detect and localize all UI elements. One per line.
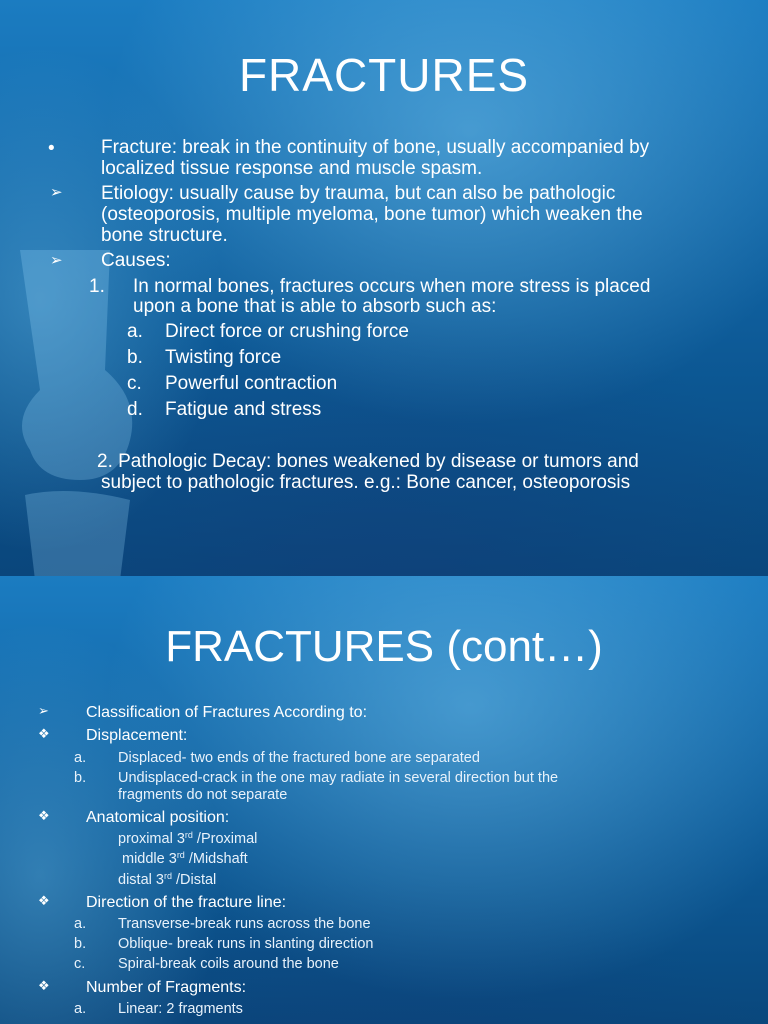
- cause-number-1: 1.: [89, 276, 105, 297]
- diamond-bullet-icon: ❖: [38, 726, 50, 741]
- list-item-letter: b.: [127, 347, 143, 368]
- pathologic-decay-line1: 2. Pathologic Decay: bones weakened by disease or tumors and: [97, 451, 639, 472]
- etiology-line1: Etiology: usually cause by trauma, but can also be pathologic: [101, 183, 616, 204]
- distal-item: distal 3rd /Distal: [118, 871, 217, 888]
- diamond-bullet-icon: ❖: [38, 978, 50, 993]
- transverse-item: Transverse-break runs across the bone: [118, 916, 371, 932]
- bullet-arrow-icon: ➢: [38, 703, 49, 718]
- slide-fractures-cont: [0, 576, 768, 1024]
- anatomical-position-heading: Anatomical position:: [86, 809, 230, 826]
- linear-item: Linear: 2 fragments: [118, 1001, 243, 1017]
- diamond-bullet-icon: ❖: [38, 893, 50, 908]
- undisplaced-item-line2: fragments do not separate: [118, 787, 288, 803]
- bullet-arrow-icon: ➢: [50, 184, 63, 201]
- list-item-twisting-force: Twisting force: [165, 347, 282, 368]
- list-item-letter: a.: [74, 1001, 87, 1017]
- page-title: FRACTURES: [238, 49, 530, 101]
- list-item-letter: c.: [74, 956, 86, 972]
- etiology-line2: (osteoporosis, multiple myeloma, bone tumor) which weaken the: [101, 204, 643, 225]
- etiology-line3: bone structure.: [101, 225, 228, 246]
- fragments-heading: Number of Fragments:: [86, 979, 247, 996]
- undisplaced-item-line1: Undisplaced-crack in the one may radiate in several direction but the: [118, 770, 559, 786]
- proximal-item: proximal 3rd /Proximal: [118, 830, 258, 847]
- normal-bones-line2: upon a bone that is able to absorb such as:: [133, 296, 497, 317]
- classification-heading: Classification of Fractures According to:: [86, 704, 368, 721]
- list-item-letter: b.: [74, 936, 87, 952]
- list-item-letter: a.: [127, 321, 143, 342]
- diamond-bullet-icon: ❖: [38, 808, 50, 823]
- fracture-definition-line2: localized tissue response and muscle spasm.: [101, 158, 483, 179]
- list-item-powerful-contraction: Powerful contraction: [165, 373, 338, 394]
- pathologic-decay-line2: subject to pathologic fractures. e.g.: Bone cancer, osteoporosis: [101, 472, 631, 493]
- normal-bones-line1: In normal bones, fractures occurs when more stress is placed: [133, 276, 651, 297]
- list-item-letter: d.: [127, 399, 143, 420]
- page-title: FRACTURES (cont…): [165, 622, 603, 671]
- oblique-item: Oblique- break runs in slanting direction: [118, 936, 374, 952]
- displaced-item: Displaced- two ends of the fractured bone are separated: [118, 750, 480, 766]
- spiral-item: Spiral-break coils around the bone: [118, 956, 339, 972]
- direction-heading: Direction of the fracture line:: [86, 894, 287, 911]
- list-item-letter: c.: [127, 373, 142, 394]
- list-item-letter: b.: [74, 770, 87, 786]
- displacement-heading: Displacement:: [86, 727, 188, 744]
- list-item-letter: a.: [74, 916, 87, 932]
- bullet-arrow-icon: ➢: [50, 252, 63, 269]
- bullet-dot-icon: •: [48, 138, 55, 159]
- list-item-letter: a.: [74, 750, 87, 766]
- list-item-fatigue-stress: Fatigue and stress: [165, 399, 322, 420]
- middle-item: middle 3rd /Midshaft: [122, 850, 248, 867]
- causes-heading: Causes:: [101, 250, 171, 271]
- fracture-definition-line1: Fracture: break in the continuity of bone, usually accompanied by: [101, 137, 650, 158]
- list-item-direct-force: Direct force or crushing force: [165, 321, 409, 342]
